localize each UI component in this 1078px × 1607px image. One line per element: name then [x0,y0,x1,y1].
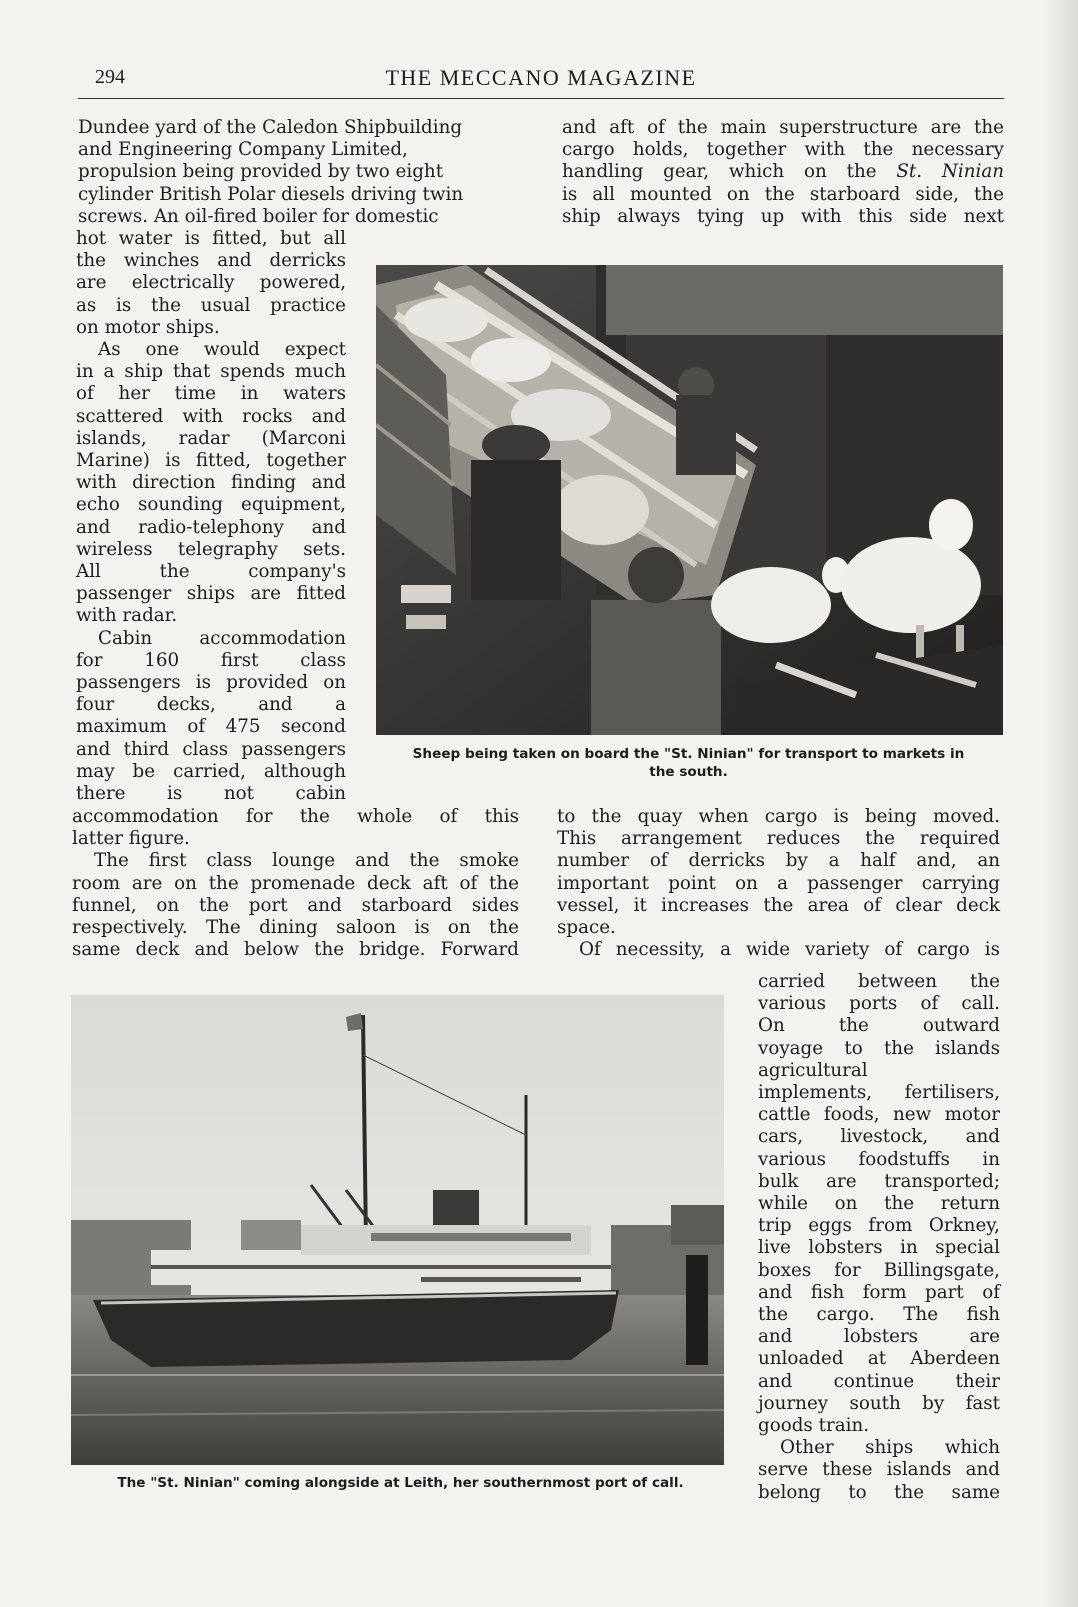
text-line: may be carried, although [76,760,346,782]
text-line: screws. An oil-fired boiler for domestic [78,205,439,227]
text-line: there is not cabin [76,783,346,805]
text-line: agricultural [758,1059,868,1081]
ship-photo-caption: The "St. Ninian" coming alongside at Leith, her southernmost port of call. [117,1475,684,1491]
magazine-title: THE MECCANO MAGAZINE [385,65,697,90]
text-line: scattered with rocks and [76,405,346,427]
sheep-photo-caption [370,745,1007,781]
text-line: for 160 first class [76,649,346,671]
caption-line: the south. [649,764,728,780]
text-line: respectively. The dining saloon is on the [72,917,519,939]
text-line: maximum of 475 second [76,716,346,738]
text-line: and lobsters are [758,1326,1000,1348]
text-line: and third class passengers [76,738,346,760]
text-line: various foodstuffs in [758,1148,1000,1170]
text-line: to the quay when cargo is being moved. [557,806,1000,827]
text-line: while on the return [758,1193,1000,1215]
text-line: voyage to the islands [758,1037,1000,1059]
right-column-mid-text [557,806,1000,961]
text-line: serve these islands and [758,1459,1000,1481]
text-line: All the company's [76,561,346,583]
text-line: live lobsters in special [758,1237,1000,1259]
text-line: Cabin accommodation [98,627,346,649]
page-edge-shadow [1044,0,1078,1607]
text-line: journey south by fast [758,1392,1000,1414]
caption-line: Sheep being taken on board the "St. Ninian" for transport to markets in [412,746,965,762]
text-line: same deck and below the bridge. Forward [72,939,519,961]
text-line: Marine) is fitted, together [76,450,346,472]
text-line: room are on the promenade deck aft of the [72,872,519,894]
text-line: with radar. [76,605,178,627]
text-line: and aft of the main superstructure are the [562,117,1004,138]
text-line: of her time in waters [76,383,346,405]
text-line: various ports of call. [758,993,1000,1015]
page-number: 294 [95,66,125,88]
text-line: Other ships which [780,1437,1000,1459]
text-line: trip eggs from Orkney, [758,1215,1000,1237]
sheep-photo-graphic [376,265,1003,735]
text-line: space. [557,917,616,939]
text-line [562,161,1004,183]
text-line: four decks, and a [76,694,346,716]
text-line: On the outward [758,1015,1000,1037]
text-line: hot water is fitted, but all [76,228,346,249]
right-column-top-text [562,117,1004,228]
right-column-narrow-text [758,971,1000,1504]
text-line: and Engineering Company Limited, [78,139,408,161]
text-line: Dundee yard of the Caledon Shipbuilding [78,117,463,138]
text-line: As one would expect [98,339,346,361]
text-line: goods train. [758,1415,870,1437]
text-line: passenger ships are fitted [76,583,346,605]
text-line: islands, radar (Marconi [76,427,346,449]
text-line: unloaded at Aberdeen [758,1348,1000,1370]
text-line: number of derricks by a half and, an [557,850,1000,872]
ship-name: St. Ninian [896,161,1004,183]
text-line: cattle foods, new motor [758,1104,1000,1126]
text-line: important point on a passenger carrying [557,872,1000,894]
text-line: ship always tying up with this side next [562,205,1004,227]
text-line: propulsion being provided by two eight [78,161,444,183]
text-line-part: handling gear, which on the [562,161,897,183]
text-line: with direction finding and [76,472,346,494]
left-column-bottom-text [72,806,519,961]
text-line: latter figure. [72,828,190,850]
text-line: carried between the [758,971,1000,992]
text-line: and radio-telephony and [76,516,346,538]
text-line: funnel, on the port and starboard sides [72,894,519,916]
text-line: implements, fertilisers, [758,1082,1000,1104]
text-line: vessel, it increases the area of clear deck [557,894,1000,916]
text-line: on motor ships. [76,316,220,338]
text-line: belong to the same [758,1481,1000,1503]
text-line: cargo holds, together with the necessary [562,139,1004,161]
text-line: in a ship that spends much [76,361,346,383]
text-line: the winches and derricks [76,250,346,272]
text-line: and continue their [758,1370,1000,1392]
text-line: as is the usual practice [76,294,346,316]
left-column-narrow-text [76,228,346,805]
text-line: the cargo. The fish [758,1304,1000,1326]
text-line: This arrangement reduces the required [557,828,1000,850]
text-line: Of necessity, a wide variety of cargo is [579,939,1000,961]
text-line: boxes for Billingsgate, [758,1259,1000,1281]
ship-alongside-photo [71,995,724,1465]
page-header [78,62,1004,99]
left-column-top-text [78,117,521,228]
text-line: cylinder British Polar diesels driving twin [78,183,464,205]
text-line: bulk are transported; [758,1170,1000,1192]
sheep-boarding-photo [376,265,1003,735]
text-line: The first class lounge and the smoke [94,850,519,872]
text-line: cars, livestock, and [758,1126,1000,1148]
text-line: wireless telegraphy sets. [76,538,346,560]
text-line: echo sounding equipment, [76,494,346,516]
text-line: is all mounted on the starboard side, the [562,183,1004,205]
text-line: accommodation for the whole of this [72,806,519,827]
ship-photo-graphic [71,995,724,1465]
text-line: passengers is provided on [76,672,346,694]
text-line: and fish form part of [758,1281,1000,1303]
text-line: are electrically powered, [76,272,346,294]
